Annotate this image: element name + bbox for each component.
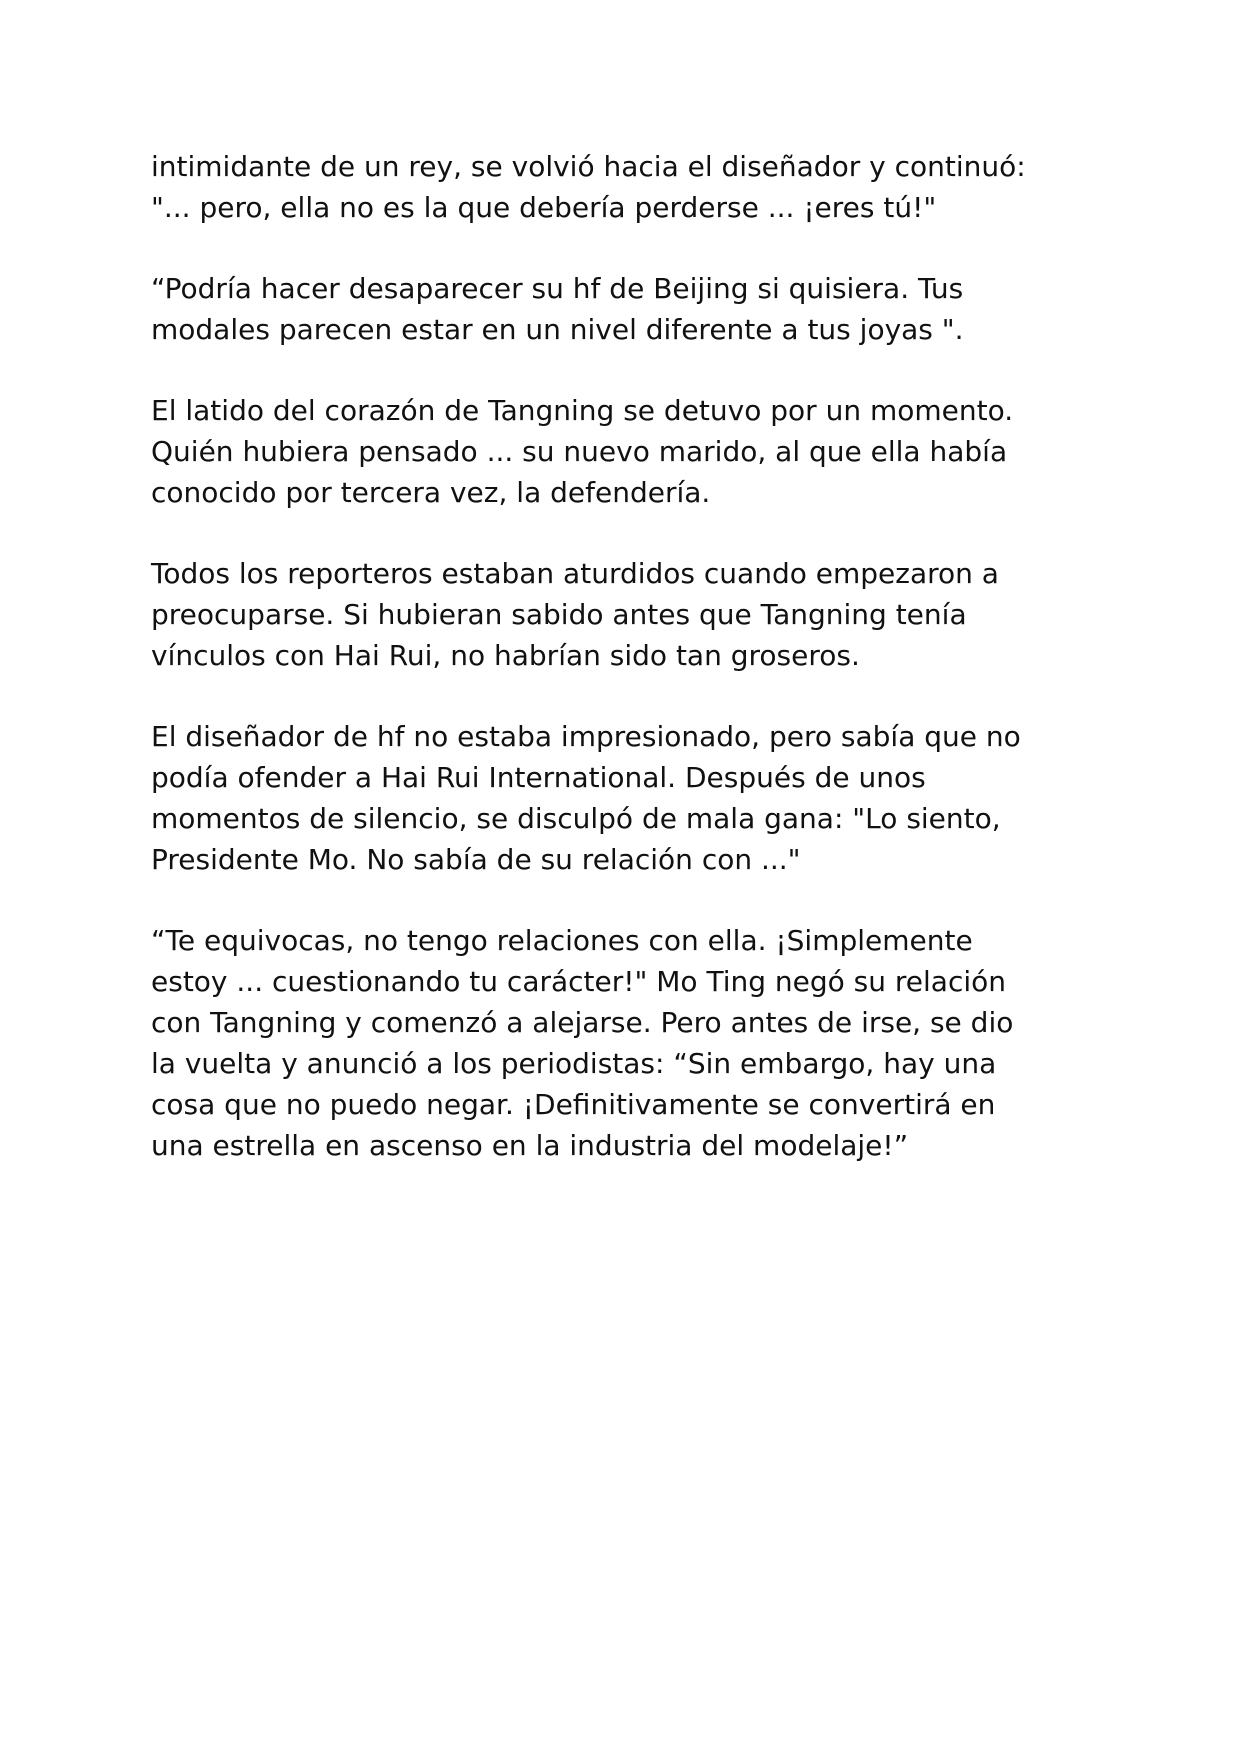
paragraph-2 xyxy=(151,268,1091,350)
text-line: Quién hubiera pensado ... su nuevo marido, al que ella había xyxy=(151,435,1008,468)
text-line: estoy ... cuestionando tu carácter!" Mo Ting negó su relación xyxy=(151,965,1007,998)
text-line: “Podría hacer desaparecer su hf de Beijing si quisiera. Tus xyxy=(151,272,964,305)
paragraph-6 xyxy=(151,920,1091,1166)
text-line: Todos los reporteros estaban aturdidos cuando empezaron a xyxy=(151,557,999,590)
text-line: "... pero, ella no es la que debería perderse ... ¡eres tú!" xyxy=(151,191,937,224)
text-line: una estrella en ascenso en la industria del modelaje!” xyxy=(151,1129,909,1162)
document-body xyxy=(151,146,1091,1206)
text-line: modales parecen estar en un nivel diferente a tus joyas ". xyxy=(151,313,964,346)
text-line: podía ofender a Hai Rui International. Después de unos xyxy=(151,761,926,794)
text-line: con Tangning y comenzó a alejarse. Pero antes de irse, se dio xyxy=(151,1006,1014,1039)
paragraph-5 xyxy=(151,716,1091,880)
paragraph-4 xyxy=(151,553,1091,676)
text-line: Presidente Mo. No sabía de su relación con ..." xyxy=(151,843,801,876)
text-line: El diseñador de hf no estaba impresionado, pero sabía que no xyxy=(151,720,1021,753)
paragraph-3 xyxy=(151,390,1091,513)
text-line: cosa que no puedo negar. ¡Definitivamente se convertirá en xyxy=(151,1088,996,1121)
text-line: “Te equivocas, no tengo relaciones con ella. ¡Simplemente xyxy=(151,924,973,957)
text-line: El latido del corazón de Tangning se detuvo por un momento. xyxy=(151,394,1014,427)
text-line: la vuelta y anunció a los periodistas: “Sin embargo, hay una xyxy=(151,1047,997,1080)
text-line: preocuparse. Si hubieran sabido antes que Tangning tenía xyxy=(151,598,967,631)
paragraph-1 xyxy=(151,146,1091,228)
text-line: intimidante de un rey, se volvió hacia el diseñador y continuó: xyxy=(151,150,1026,183)
text-line: vínculos con Hai Rui, no habrían sido tan groseros. xyxy=(151,639,860,672)
text-line: momentos de silencio, se disculpó de mala gana: "Lo siento, xyxy=(151,802,1001,835)
text-line: conocido por tercera vez, la defendería. xyxy=(151,476,711,509)
